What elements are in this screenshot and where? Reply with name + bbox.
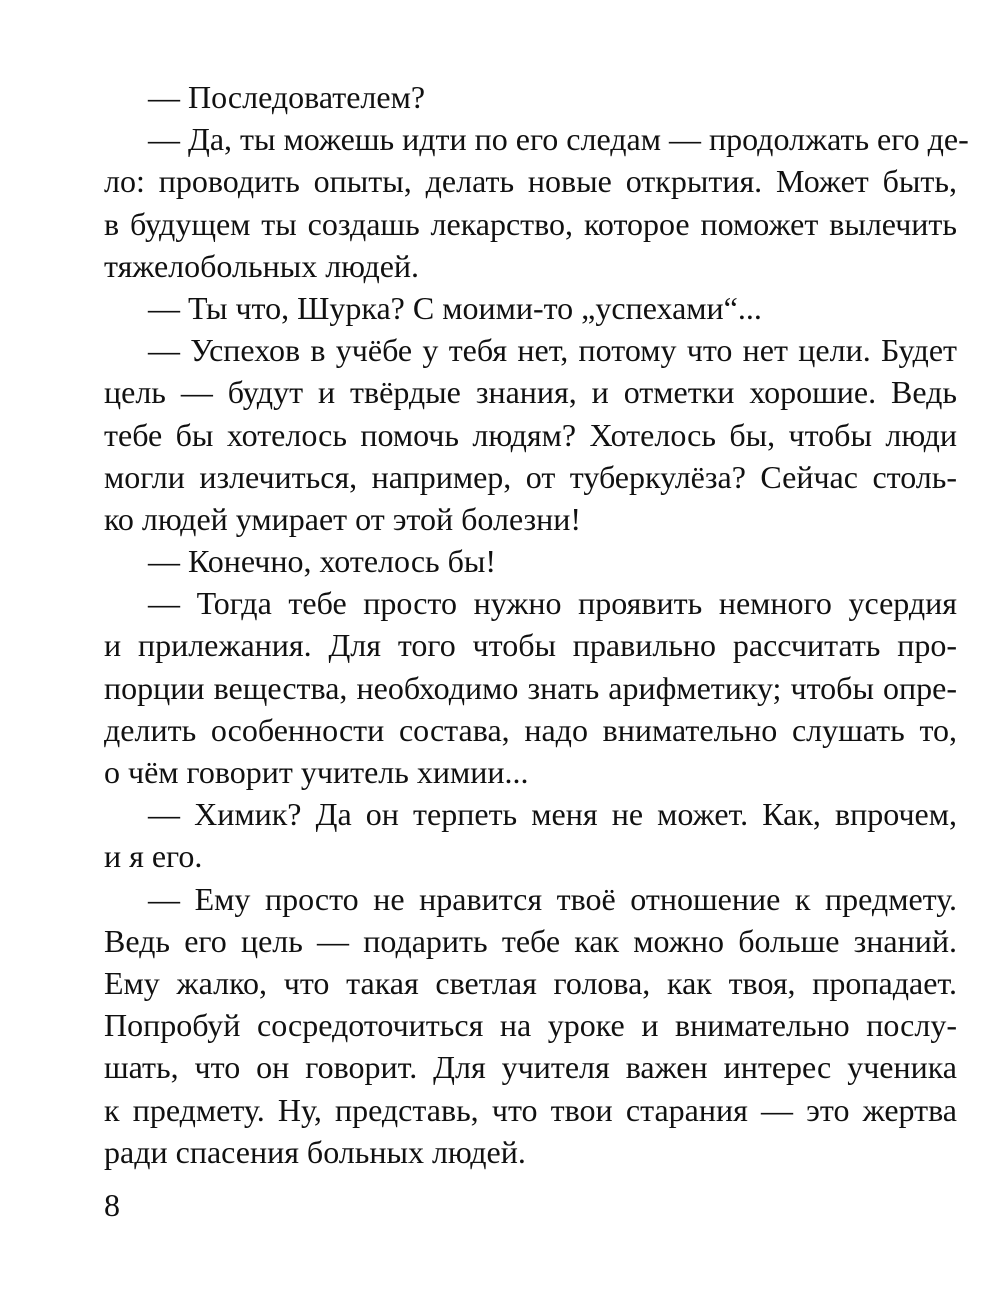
text-line: — Конечно, хотелось бы! [148, 543, 497, 580]
text-line: к предмету. Ну, представь, что твои старания — это жертва [104, 1091, 957, 1128]
text-line: ко людей умирает от этой болезни! [104, 500, 582, 537]
text-line: и я его. [104, 838, 203, 875]
text-line: в будущем ты создашь лекарство, которое поможет вылечить [104, 205, 957, 242]
text-line: делить особенности состава, надо внимательно слушать то, [104, 711, 957, 748]
page-number: 8 [104, 1187, 120, 1223]
text-line: Ему жалко, что такая светлая голова, как твоя, пропадает. [104, 964, 957, 1001]
text-line: порции вещества, необходимо знать арифметику; чтобы опре- [104, 669, 957, 706]
text-line: Попробуй сосредоточиться на уроке и внимательно послу- [104, 1007, 957, 1044]
text-line: — Тогда тебе просто нужно проявить немного усердия [148, 585, 957, 622]
text-line: Ведь его цель — подарить тебе как можно больше знаний. [104, 922, 957, 959]
text-line: — Химик? Да он терпеть меня не может. Как, впрочем, [148, 796, 957, 833]
text-line: — Последователем? [148, 79, 426, 115]
text-line: — Да, ты можешь идти по его следам — продолжать его де- [148, 121, 969, 158]
text-line: цель — будут и твёрдые знания, и отметки хорошие. Ведь [104, 374, 957, 411]
text-line: — Ты что, Шурка? С моими-то „успехами“... [148, 289, 762, 326]
text-line: тяжелобольных людей. [104, 247, 420, 284]
text-line: ло: проводить опыты, делать новые открытия. Может быть, [104, 163, 957, 200]
text-line: о чём говорит учитель химии... [104, 754, 529, 790]
text-line: ради спасения больных людей. [104, 1133, 526, 1170]
text-line: — Успехов в учёбе у тебя нет, потому что нет цели. Будет [148, 332, 957, 369]
text-line: — Ему просто не нравится твоё отношение к предмету. [148, 880, 957, 917]
text-line: могли излечиться, например, от туберкулёза? Сейчас столь- [104, 458, 957, 495]
text-line: и прилежания. Для того чтобы правильно рассчитать про- [104, 627, 957, 664]
body-text [104, 76, 969, 1173]
text-line: тебе бы хотелось помочь людям? Хотелось бы, чтобы люди [104, 416, 957, 453]
text-line: шать, что он говорит. Для учителя важен интерес ученика [104, 1049, 957, 1086]
